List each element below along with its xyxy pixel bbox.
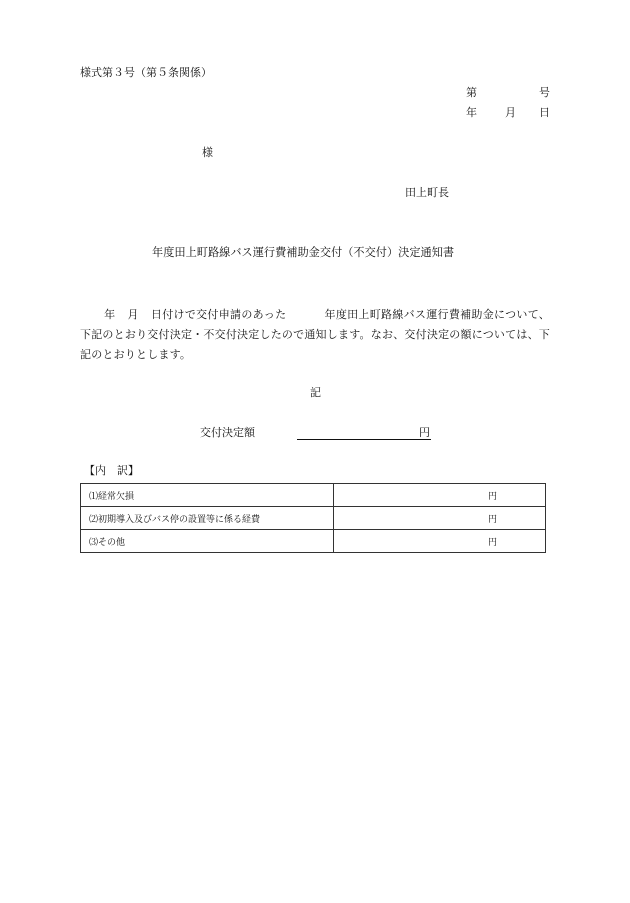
recipient-suffix: 様 [202,146,213,159]
row-label: ⑶その他 [81,530,334,553]
date-year: 年 [466,106,477,119]
table-row [81,507,546,530]
row-label: ⑴経常欠損 [81,484,334,507]
row-unit: 円 [334,507,546,530]
table-row [81,530,546,553]
row-unit: 円 [334,530,546,553]
breakdown-heading: 【内 訳】 [84,464,139,477]
amount-label: 交付決定額 [200,426,255,439]
document-title: 年度田上町路線バス運行費補助金交付（不交付）決定通知書 [152,246,455,259]
notice-body [80,305,550,365]
doc-number-suffix: 号 [539,86,550,99]
date-month: 月 [505,106,516,119]
body-day-text: 日付けで交付申請のあった [150,308,287,321]
row-unit: 円 [334,484,546,507]
body-main-text: 年度田上町路線バス運行費補助金について、下記のとおり交付決定・不交付決定したので通知します。なお、交付決定の額については、下記のとおりとします。 [80,308,550,361]
body-month: 月 [127,308,139,321]
amount-unit: 円 [419,426,430,439]
table-row [81,484,546,507]
ki-marker: 記 [310,386,321,399]
breakdown-table [80,483,546,553]
date-day: 日 [539,106,550,119]
body-year: 年 [104,308,116,321]
amount-blank-line [297,425,431,440]
form-label: 様式第３号（第５条関係） [80,66,212,79]
doc-number-prefix: 第 [466,86,477,99]
issuer: 田上町長 [405,186,449,199]
row-label: ⑵初期導入及びバス停の設置等に係る経費 [81,507,334,530]
